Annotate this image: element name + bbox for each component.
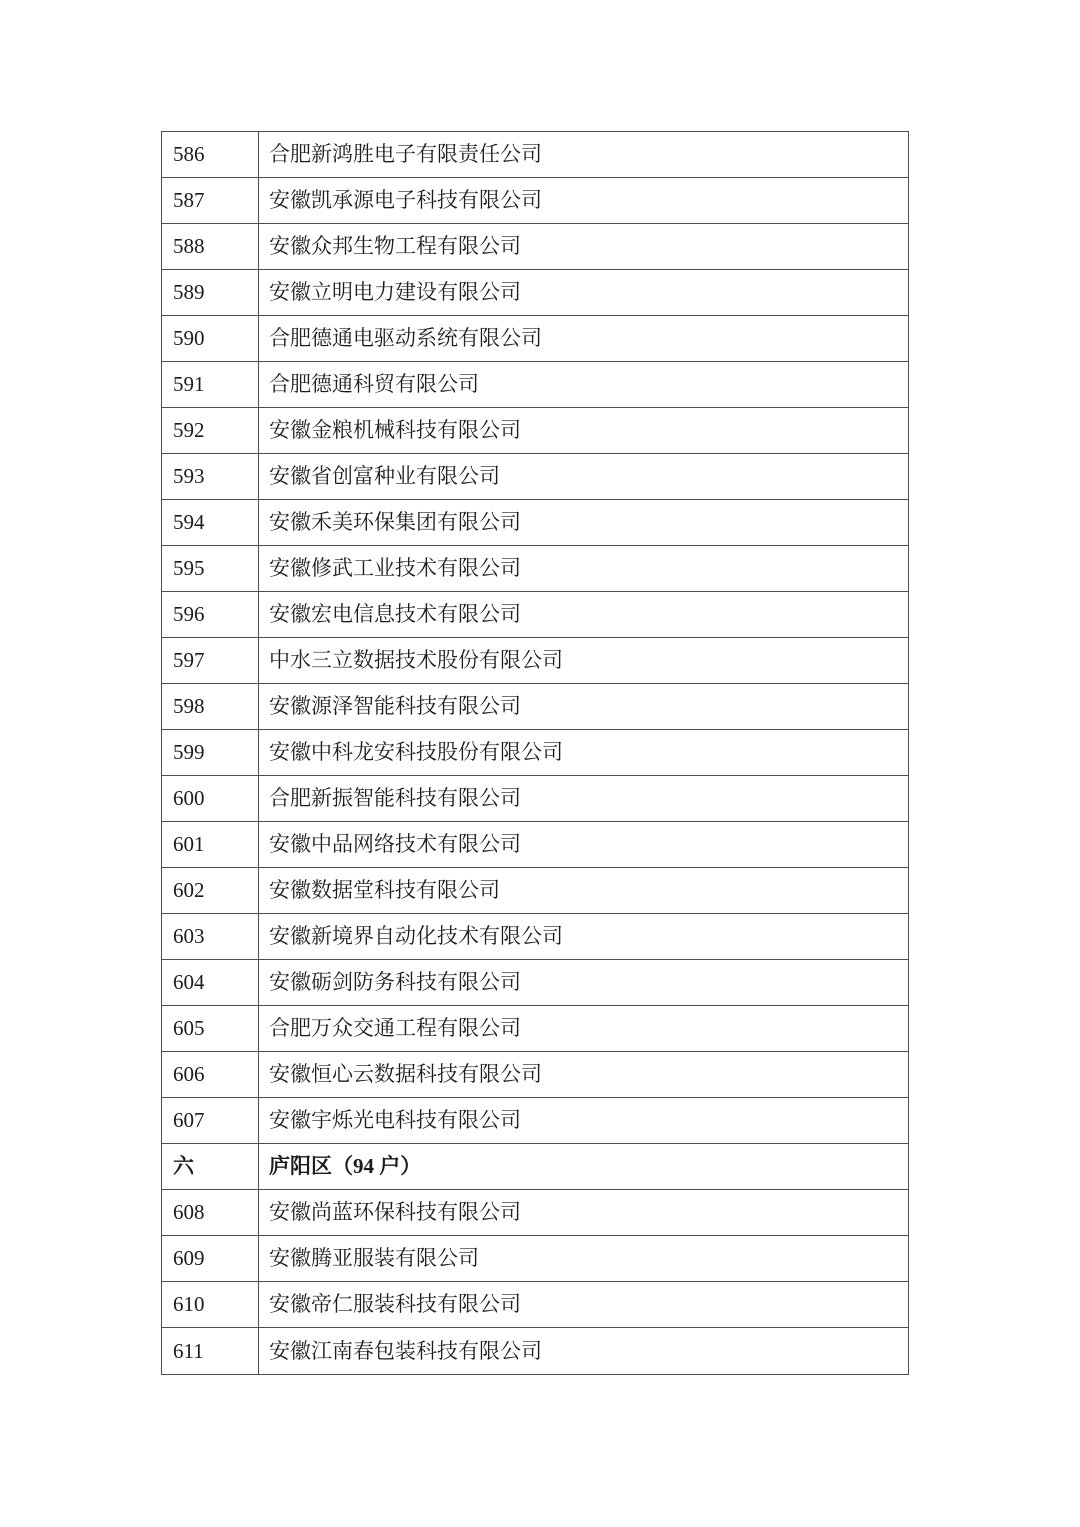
- table-row: [162, 316, 908, 362]
- row-number-cell: 597: [162, 638, 259, 683]
- row-number-cell: 606: [162, 1052, 259, 1097]
- table-row: [162, 1098, 908, 1144]
- row-number-cell: 588: [162, 224, 259, 269]
- company-name-cell: 合肥新鸿胜电子有限责任公司: [269, 142, 542, 166]
- row-number-cell: 603: [162, 914, 259, 959]
- row-number-cell: 609: [162, 1236, 259, 1281]
- table-row: [162, 776, 908, 822]
- row-number-cell: 六: [162, 1144, 259, 1189]
- section-header-row: [162, 1144, 908, 1190]
- company-name-cell: 安徽数据堂科技有限公司: [269, 878, 500, 902]
- company-name-cell: 合肥万众交通工程有限公司: [269, 1016, 521, 1040]
- table-row: [162, 546, 908, 592]
- company-name-cell: 安徽中科龙安科技股份有限公司: [269, 740, 563, 764]
- table-row: [162, 1052, 908, 1098]
- company-name-cell: 安徽立明电力建设有限公司: [269, 280, 521, 304]
- row-number-cell: 587: [162, 178, 259, 223]
- table-row: [162, 592, 908, 638]
- company-name-cell: 安徽江南春包装科技有限公司: [269, 1338, 542, 1363]
- table-row: [162, 132, 908, 178]
- row-number-cell: 591: [162, 362, 259, 407]
- company-name-cell: 安徽凯承源电子科技有限公司: [269, 188, 542, 212]
- table-row: [162, 684, 908, 730]
- row-number-cell: 594: [162, 500, 259, 545]
- table-row: [162, 362, 908, 408]
- table-row: [162, 1236, 908, 1282]
- table-row: [162, 224, 908, 270]
- table-row: [162, 730, 908, 776]
- row-number-cell: 601: [162, 822, 259, 867]
- row-number-cell: 595: [162, 546, 259, 591]
- table-row: [162, 408, 908, 454]
- company-name-cell: 安徽源泽智能科技有限公司: [269, 694, 521, 718]
- company-name-cell: 安徽腾亚服装有限公司: [269, 1246, 479, 1270]
- row-number-cell: 610: [162, 1282, 259, 1327]
- table-row: [162, 638, 908, 684]
- table-row: [162, 270, 908, 316]
- table-row: [162, 1282, 908, 1328]
- company-name-cell: 安徽修武工业技术有限公司: [269, 556, 521, 580]
- row-number-cell: 590: [162, 316, 259, 361]
- company-name-cell: 安徽禾美环保集团有限公司: [269, 510, 521, 534]
- company-name-cell: 中水三立数据技术股份有限公司: [269, 648, 563, 672]
- table-row: [162, 454, 908, 500]
- company-name-cell: 安徽金粮机械科技有限公司: [269, 418, 521, 442]
- company-list-table: [161, 131, 909, 1375]
- row-number-cell: 599: [162, 730, 259, 775]
- table-row: [162, 1190, 908, 1236]
- row-number-cell: 602: [162, 868, 259, 913]
- row-number-cell: 604: [162, 960, 259, 1005]
- row-number-cell: 593: [162, 454, 259, 499]
- table-row: [162, 960, 908, 1006]
- company-name-cell: 合肥新振智能科技有限公司: [269, 786, 521, 810]
- table-row: [162, 822, 908, 868]
- table-row: [162, 1328, 908, 1374]
- row-number-cell: 596: [162, 592, 259, 637]
- company-name-cell: 合肥德通科贸有限公司: [269, 372, 479, 396]
- row-number-cell: 589: [162, 270, 259, 315]
- row-number-cell: 598: [162, 684, 259, 729]
- company-name-cell: 安徽中品网络技术有限公司: [269, 832, 521, 856]
- company-name-cell: 安徽省创富种业有限公司: [269, 464, 500, 488]
- company-name-cell: 安徽宇烁光电科技有限公司: [269, 1108, 521, 1132]
- company-name-cell: 安徽新境界自动化技术有限公司: [269, 924, 563, 948]
- row-number-cell: 592: [162, 408, 259, 453]
- company-name-cell: 安徽恒心云数据科技有限公司: [269, 1062, 542, 1086]
- row-number-cell: 607: [162, 1098, 259, 1143]
- table-row: [162, 178, 908, 224]
- row-number-cell: 608: [162, 1190, 259, 1235]
- company-name-cell: 安徽尚蓝环保科技有限公司: [269, 1200, 521, 1224]
- row-number-cell: 611: [162, 1328, 259, 1374]
- table-row: [162, 500, 908, 546]
- row-number-cell: 586: [162, 132, 259, 177]
- row-number-cell: 605: [162, 1006, 259, 1051]
- company-name-cell: 安徽帝仁服装科技有限公司: [269, 1292, 521, 1316]
- table-row: [162, 1006, 908, 1052]
- company-name-cell: 庐阳区（94 户）: [269, 1154, 422, 1178]
- company-name-cell: 安徽砺剑防务科技有限公司: [269, 970, 521, 994]
- table-row: [162, 914, 908, 960]
- company-name-cell: 安徽宏电信息技术有限公司: [269, 602, 521, 626]
- row-number-cell: 600: [162, 776, 259, 821]
- company-name-cell: 合肥德通电驱动系统有限公司: [269, 326, 542, 350]
- company-name-cell: 安徽众邦生物工程有限公司: [269, 234, 521, 258]
- table-row: [162, 868, 908, 914]
